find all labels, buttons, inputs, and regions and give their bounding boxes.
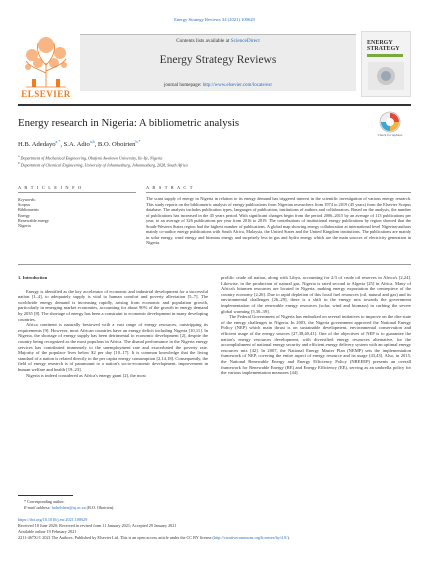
body-paragraph: Africa continent is naturally bestowed with a vast range of energy resources, outstripping its requirements [9]. However, most African countries have an energy deficit including Nigeria [10,11]. In Nigeria, the shortage of energy supply has been detrimental to economic development [2], despite the country being recognized as the most populous in Africa. The dismal performance in the Nigeria energy services has contributed immensely to the unemployment rate and exacerbated the poverty rate. Majority of the populace lives below $2 per day [10–17]. It is common knowledge that the living standard of a nation is related directly to the per capita energy consumption [2,14,18]. Consequently, the field of energy research is of paramount to a nation's socio-economic development, improvement in human welfare and health [19–23]. <box>18 322 208 372</box>
publisher-name: ELSEVIER <box>21 89 71 99</box>
keyword: Scopus <box>18 202 31 207</box>
crossmark-icon[interactable] <box>377 110 403 134</box>
keyword: Renewable energy <box>18 217 49 223</box>
affiliation-b <box>18 161 188 167</box>
license-link[interactable]: http://creativecommons.org/licenses/by/4.0/ <box>213 535 288 540</box>
article-title: Energy research in Nigeria: A bibliometric analysis <box>18 117 240 129</box>
journal-title: Energy Strategy Reviews <box>159 54 277 66</box>
homepage-line <box>80 83 356 88</box>
journal-cover-thumbnail[interactable] <box>361 31 411 97</box>
cover-name-line1: ENERGY <box>367 40 393 46</box>
email-suffix: (B.O. Oboirien). <box>86 505 115 510</box>
contents-prefix: Contents lists available at <box>176 38 231 44</box>
keywords-list <box>18 202 49 228</box>
affiliation-b-marker: b <box>18 161 20 165</box>
cover-artwork <box>368 62 404 90</box>
crossmark-label[interactable]: Check for updates <box>377 133 403 137</box>
author-name[interactable]: S.A. Adio <box>63 141 90 149</box>
elsevier-tree-logo <box>18 33 74 97</box>
homepage-prefix: journal homepage: <box>164 83 203 88</box>
body-column-right <box>221 275 411 376</box>
contents-line <box>80 38 356 44</box>
cover-name-line2: STRATEGY <box>367 46 400 53</box>
doi-link[interactable]: https://doi.org/10.1016/j.esr.2021.100629 <box>18 517 88 522</box>
keyword: Energy <box>18 212 31 218</box>
journal-header <box>18 29 411 103</box>
affiliation-a-marker: a <box>18 154 20 158</box>
affiliation-a <box>18 154 162 160</box>
body-paragraph: prolific crude oil nation, along with Libya, accounting for 2/3 of crude oil reserves in Africa's [2,24]. Likewise, in the production of natural gas, Nigeria is rated second to Algeria [25] in Africa. Many of Africa's bitumen resources are located in Nigeria, making energy exportation the centrepiece of the country economy [2,26]. Due to rapid depletion of this fossil fuel resources (oil, natural and gas) and its environmental challenges [26–29], there is a shift in the energy mix towards the government implementation of the renewable energy resources (solar, wind and biomass) in curbing the severe global warming [5,30–39]. <box>221 275 411 314</box>
author-affiliation-marker[interactable]: b,* <box>135 139 141 144</box>
affiliation-b-text: Department of Chemical Engineering, University of Johannesburg, Johannesburg, 2028, South Africa <box>20 162 188 168</box>
body-paragraph: Energy is identified as the key accelerator of economic and industrial development for a successful nation [1–4], to adequately supply is vital to human comfort and poverty alleviation [5–7]. The worldwide energy demand is increasing rapidly, arising from economic and population growth, particularly in emerging market economies, accounting for about 90% of the growth in energy demand by 2035 [8]. The shortage of energy has been a constraint to economic development in many developing countries. <box>18 288 208 322</box>
article-info-divider <box>18 192 136 193</box>
cover-name <box>367 40 400 53</box>
corresponding-author-note: * Corresponding author. <box>24 499 65 504</box>
author-affiliation-marker[interactable]: a,b <box>89 139 95 144</box>
sciencedirect-link[interactable]: ScienceDirect <box>230 38 260 44</box>
keywords-label: Keywords: <box>18 197 36 202</box>
keyword: Bibliometric <box>18 207 40 213</box>
journal-title-box <box>80 34 356 91</box>
journal-homepage-link[interactable]: http://www.elsevier.com/locate/esr <box>202 83 272 88</box>
available-online-date: Available online 19 February 2021 <box>18 529 77 534</box>
header-divider <box>18 104 411 106</box>
journal-reference[interactable]: Energy Strategy Reviews 34 (2021) 100629 <box>174 17 255 22</box>
email-line <box>24 505 114 510</box>
keyword: Nigeria <box>18 223 31 229</box>
author-name[interactable]: B.O. Oboirien <box>97 141 136 149</box>
author-list: H.B. Adedayo$^{a,*}$, S.A. Adio$^{a,b}$, B.O. Oboirien$^{b,*}$ <box>18 139 141 149</box>
author-name[interactable]: H.B. Adedayo <box>18 141 56 149</box>
email-label: E-mail address: <box>24 505 51 510</box>
email-link[interactable]: hobolshen@uj.ac.za <box>51 505 86 510</box>
cover-accent-bar <box>367 54 403 57</box>
abstract-text: The scant supply of energy in Nigeria in relation to its energy demand has triggered interest in the scientific investigation of various energy research. This study reports on the bibliometric analysis of energy publications from Nigerian researchers from 1974 to 2019 (45 years) from the Elsevier Scopus database. The analysis includes publication types, languages of publication, institutions of authors and collaborators. Based on the analysis, the number of publications has increased in the 45 years period. With significant changes begin from the period 2006–2015 by an average of 113 publications per year, to an average of 326 publications per year from 2016 to 2019. The contributions of institutional energy publications by region showed that the South-Western States region had the highest number of publications. A global map showing energy collaboration at international level Nigerian-authors mainly co-author energy publications with South Africa, Malaysia, the United States and the United Kingdom institutions. The publications are mainly in solar energy, wind energy and biomass energy and surprisely less in gas and hydro energy which are the main sources of electricity generation in Nigeria. <box>146 196 411 246</box>
author-affiliation-marker[interactable]: a,* <box>55 139 61 144</box>
abstract-heading: A B S T R A C T <box>146 185 194 190</box>
abstract-divider <box>146 192 411 193</box>
footnote-divider <box>18 495 73 496</box>
body-paragraph: Nigeria is indeed considered as Africa's energy giant [2], the most <box>26 372 146 378</box>
article-info-heading: A R T I C L E I N F O <box>18 185 83 190</box>
license-statement <box>18 535 411 540</box>
received-dates: Received 18 June 2020; Received in revised form 11 January 2021; Accepted 29 January 2021 <box>18 523 177 528</box>
body-paragraph: The Federal Government of Nigeria has embarked on several initiatives to improve on the dire state of the energy challenges in Nigeria. In 2003, the Nigeria government approved the National Energy Policy (NEP) which main thrust is on sustainable development, environmental conservation and efficient usage of the energy sources [27,38,40,41]. One of the objectives of NEP is to guarantee the nation's energy resources development, with diversified energy resources alternative, for the accomplishment of national energy security and efficient energy delivery system with an optimal energy resources mix [42]. In 2007, the National Energy Master Plan (NEMP) sets the implementation framework of NEP, covering the entire aspect of energy resource and its usage [43,43]. Also, in 2015, the National Renewable Energy and Energy Efficiency Policy (NREEEP) presents an overall framework for Renewable Energy (RE) and Energy Efficiency (EE), serving as an umbrella policy for the various implementation measures [44]. <box>221 314 411 376</box>
license-suffix: ). <box>287 535 290 540</box>
affiliation-a-text: Department of Mechanical Engineering, Obafemi Awolowo University, Ile-Ife, Nigeria <box>20 155 163 161</box>
license-prefix: 2211-467X/© 2021 The Authors. Published by Elsevier Ltd. This is an open access article under the CC BY license ( <box>18 535 214 540</box>
section-heading-introduction: 1. Introduction <box>18 275 48 280</box>
body-column-left <box>18 275 208 378</box>
abstract-bottom-divider <box>18 264 411 265</box>
